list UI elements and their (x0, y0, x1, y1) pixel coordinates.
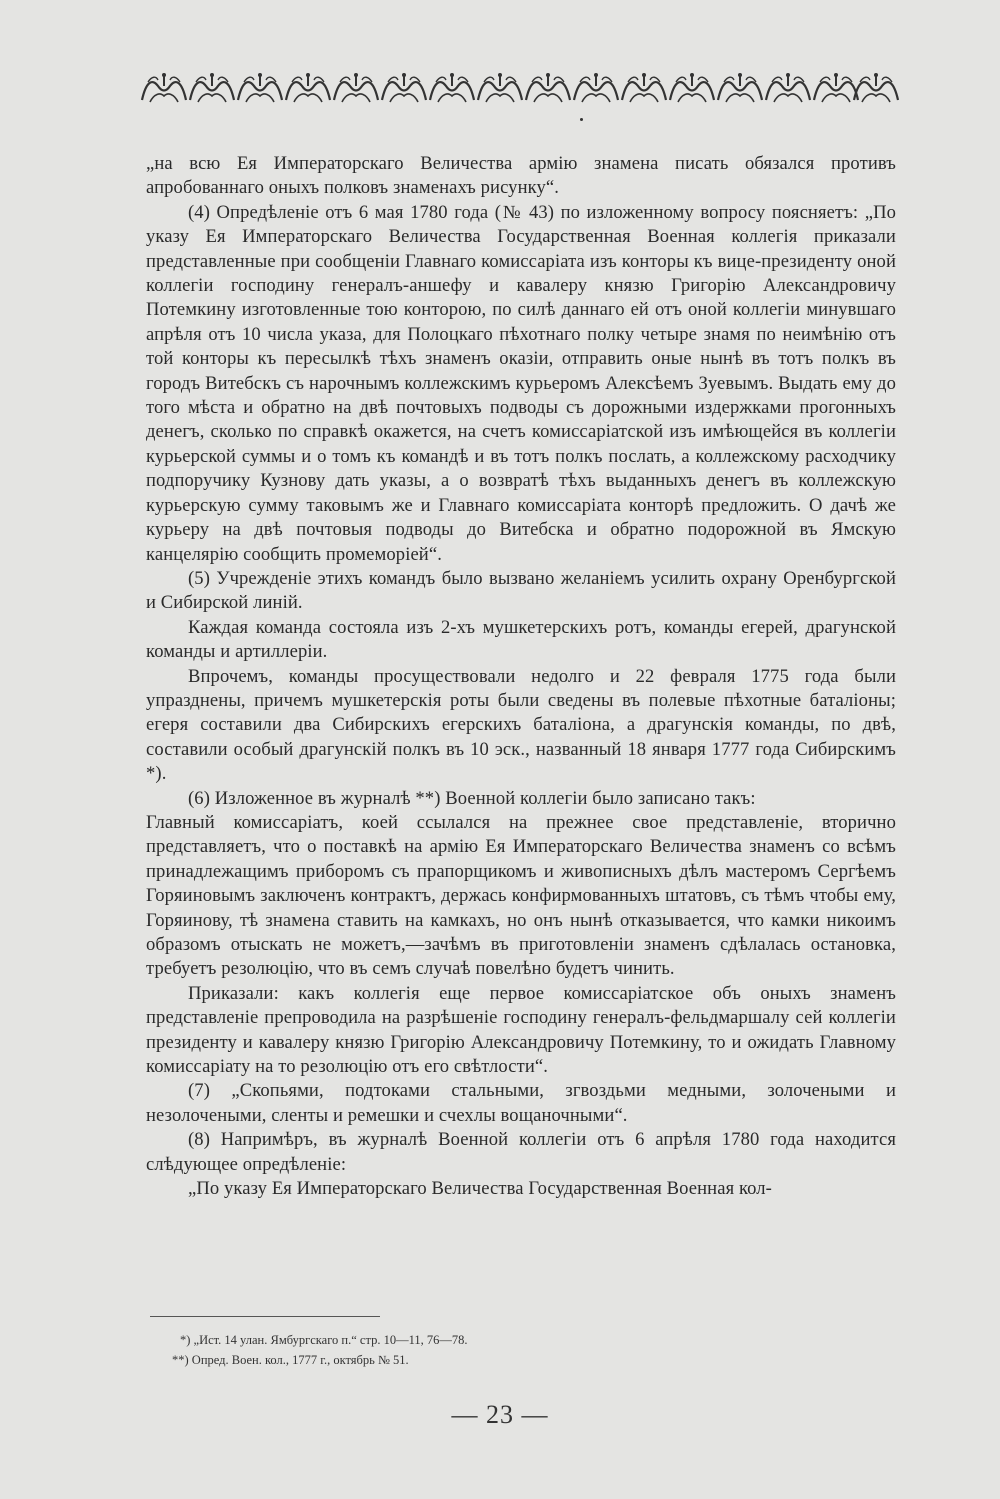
paragraph: „на всю Ея Императорскаго Величества армію знамена писать обязался противъ апробованнаго оныхъ полковъ знаменахъ рисунку“. (146, 153, 896, 199)
header-ornament (140, 72, 900, 106)
paragraph: Главный комиссаріатъ, коей ссылался на прежнее свое представленіе, вторично представляетъ, что о поставкѣ на армію Ея Императорскаго Величества знаменъ со всѣмъ принадлежащимъ приборомъ съ прапорщикомъ и живописныхъ дѣлъ мастеромъ Сергѣемъ Горяиновымъ заключенъ контрактъ, держась конфирмованныхъ штатовъ, съ тѣмъ чтобы ему, Горяинову, тѣ знамена ставить на камкахъ, но онъ нынѣ отказывается, что камки никоимъ образомъ отыскать не можетъ,—зачѣмъ въ приготовленіи знаменъ сдѣлалась остановка, требуетъ резолюцію, что въ семъ случаѣ повелѣно будетъ чинить. (146, 811, 896, 980)
ink-dot (580, 118, 583, 121)
paragraph: (7) „Скопьями, подтоками стальными, згвоздьми медными, золочеными и незолочеными, сленты и ремешки и счехлы вощаночными“. (146, 1080, 896, 1126)
footnote: *) „Ист. 14 улан. Ямбургскаго п.“ стр. 10—11, 76—78. (180, 1333, 468, 1347)
paragraph: (6) Изложенное въ журналѣ **) Военной коллегіи было записано такъ: (188, 787, 756, 809)
footnote-divider (150, 1316, 380, 1317)
page-number: — 23 — (451, 1400, 549, 1429)
paragraph: (5) Учрежденіе этихъ командъ было вызвано желаніемъ усилить охрану Оренбургской и Сибирской линій. (146, 567, 896, 614)
paragraph: (4) Опредѣленіе отъ 6 мая 1780 года (№ 43) по изложенному вопросу поясняетъ: „По указу Ея Императорскаго Величества Государственная Военная коллегія приказали представленные при сообщеніи Главнаго комиссаріата изъ конторы къ вице-президенту оной коллегіи господину генералъ-аншефу и кавалеру князю Григорію Александровичу Потемкину изготовленные тою конторою, по силѣ даннаго ей отъ оной коллегіи минувшаго апрѣля отъ 10 числа указа, для Полоцкаго пѣхотнаго полку четыре знамя по неимѣнію отъ той конторы къ пересылкѣ тѣхъ знаменъ оказіи, отправить оные нынѣ въ тотъ полкъ въ городъ Витебскъ съ нарочнымъ коллежскимъ курьеромъ Алексѣемъ Зуевымъ. Выдать ему до того мѣста и обратно на двѣ почтовыхъ подводы съ дорожными издержками прогонныхъ денегъ, сколько по справкѣ окажется, на счетъ комиссаріатской изъ имѣющейся въ коллегіи курьерской суммы и о томъ къ командѣ и въ тотъ полкъ послать, а коллежскому расходчику подпоручику Кузнову дать указы, а о возвратѣ тѣхъ выданныхъ денегъ въ коллежскую курьерскую сумму таковымъ же и Главнаго комиссаріата конторѣ предложить. О дачѣ же курьеру на двѣ почтовыя подводы до Витебска и обратно подорожной въ Ямскую канцелярію сообщить промеморіей“. (146, 201, 896, 565)
paragraph: „По указу Ея Императорскаго Величества Государственная Военная кол- (188, 1178, 772, 1200)
footnote: **) Опред. Воен. кол., 1777 г., октябрь № 51. (172, 1353, 409, 1367)
paragraph: Впрочемъ, команды просуществовали недолго и 22 февраля 1775 года были упразднены, причемъ мушкетерскія роты были сведены въ полевые пѣхотные баталіоны; егеря составили два Сибирскихъ егерскихъ баталіона, а драгунскія команды, по двѣ, составили особый драгунскій полкъ въ 10 эск., названный 18 января 1777 года Сибирскимъ *). (146, 665, 896, 785)
paragraph: Каждая команда состояла изъ 2-хъ мушкетерскихъ ротъ, команды егерей, драгунской команды и артиллеріи. (146, 616, 896, 663)
body-text (146, 152, 896, 1201)
paragraph: Приказали: какъ коллегія еще первое комиссаріатское объ оныхъ знаменъ представленіе препроводила на разрѣшеніе господину генералъ-фельдмаршалу сей коллегіи президенту и кавалеру князю Григорію Александровичу Потемкину, то и ожидать Главному комиссаріату на то резолюцію отъ его свѣтлости“. (146, 982, 896, 1078)
footnotes (150, 1330, 710, 1370)
paragraph: (8) Напримѣръ, въ журналѣ Военной коллегіи отъ 6 апрѣля 1780 года находится слѣдующее опредѣленіе: (146, 1129, 896, 1175)
